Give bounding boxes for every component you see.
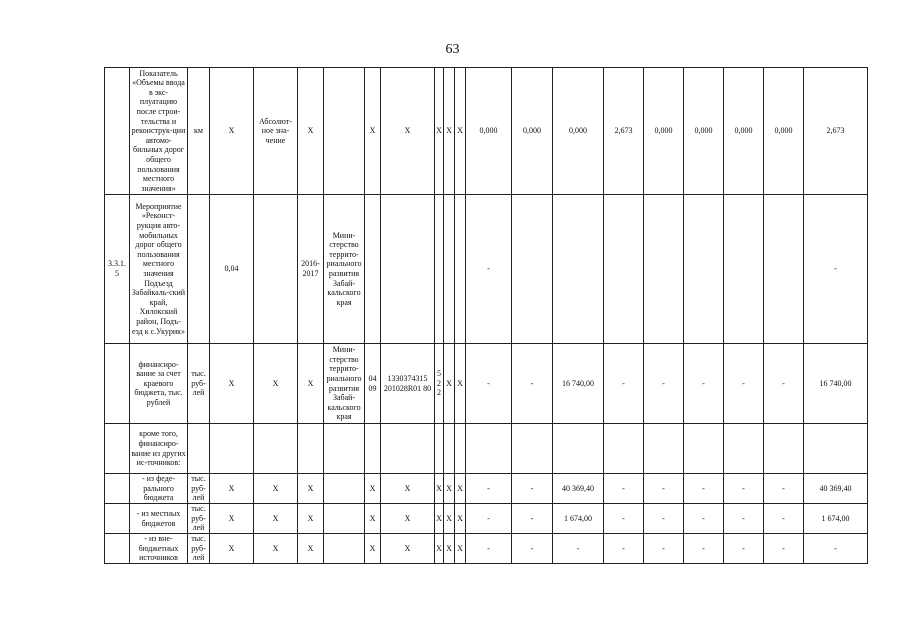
cell-row-0-col-4: Абсолют-ное зна-чение — [254, 68, 298, 195]
cell-row-1-col-7 — [365, 195, 381, 344]
cell-row-5-col-14: 1 674,00 — [553, 504, 604, 534]
cell-row-2-col-2: тыс. руб-лей — [188, 344, 210, 424]
table-row-local-budgets — [105, 504, 868, 534]
cell-row-6-col-1: - из вне-бюджетных источников — [130, 534, 188, 564]
cell-row-4-col-2: тыс. руб-лей — [188, 474, 210, 504]
cell-row-4-col-4: X — [254, 474, 298, 504]
cell-row-6-col-0 — [105, 534, 130, 564]
cell-row-1-col-2 — [188, 195, 210, 344]
cell-row-5-col-10: X — [444, 504, 455, 534]
cell-row-4-col-9: X — [435, 474, 444, 504]
cell-row-3-col-5 — [298, 424, 324, 474]
cell-row-2-col-13: - — [512, 344, 553, 424]
cell-row-4-col-10: X — [444, 474, 455, 504]
cell-row-3-col-9 — [435, 424, 444, 474]
cell-row-4-col-0 — [105, 474, 130, 504]
cell-row-0-col-13: 0,000 — [512, 68, 553, 195]
cell-row-6-col-12: - — [466, 534, 512, 564]
cell-row-5-col-13: - — [512, 504, 553, 534]
cell-row-5-col-9: X — [435, 504, 444, 534]
cell-row-6-col-10: X — [444, 534, 455, 564]
cell-row-0-col-18: 0,000 — [724, 68, 764, 195]
cell-row-2-col-19: - — [764, 344, 804, 424]
cell-row-3-col-4 — [254, 424, 298, 474]
cell-row-1-col-16 — [644, 195, 684, 344]
cell-row-6-col-8: X — [381, 534, 435, 564]
cell-row-6-col-2: тыс. руб-лей — [188, 534, 210, 564]
cell-row-1-col-5: 2016-2017 — [298, 195, 324, 344]
cell-row-1-col-9 — [435, 195, 444, 344]
cell-row-5-col-3: X — [210, 504, 254, 534]
cell-row-0-col-9: X — [435, 68, 444, 195]
cell-row-4-col-14: 40 369,40 — [553, 474, 604, 504]
cell-row-0-col-12: 0,000 — [466, 68, 512, 195]
cell-row-3-col-2 — [188, 424, 210, 474]
cell-row-3-col-8 — [381, 424, 435, 474]
cell-row-0-col-2: км — [188, 68, 210, 195]
cell-row-4-col-18: - — [724, 474, 764, 504]
cell-row-3-col-16 — [644, 424, 684, 474]
cell-row-1-col-14 — [553, 195, 604, 344]
cell-row-3-col-12 — [466, 424, 512, 474]
cell-row-4-col-12: - — [466, 474, 512, 504]
cell-row-3-col-3 — [210, 424, 254, 474]
cell-row-5-col-7: X — [365, 504, 381, 534]
cell-row-5-col-18: - — [724, 504, 764, 534]
cell-row-4-col-15: - — [604, 474, 644, 504]
cell-row-6-col-5: X — [298, 534, 324, 564]
cell-row-6-col-20: - — [804, 534, 868, 564]
cell-row-1-col-19 — [764, 195, 804, 344]
cell-row-5-col-8: X — [381, 504, 435, 534]
cell-row-5-col-17: - — [684, 504, 724, 534]
cell-row-5-col-2: тыс. руб-лей — [188, 504, 210, 534]
cell-row-1-col-15 — [604, 195, 644, 344]
cell-row-4-col-1: - из феде-рального бюджета — [130, 474, 188, 504]
cell-row-1-col-11 — [455, 195, 466, 344]
table-row-indicator-vvod — [105, 68, 868, 195]
cell-row-0-col-1: Показатель «Объемы ввода в экс-плуатацию после строи-тельства и реконструк-ции автомо-бильных дорог общего пользования местного значения» — [130, 68, 188, 195]
cell-row-2-col-5: X — [298, 344, 324, 424]
cell-row-6-col-11: X — [455, 534, 466, 564]
cell-row-1-col-0: 3.3.1. 5 — [105, 195, 130, 344]
cell-row-6-col-3: X — [210, 534, 254, 564]
cell-row-5-col-6 — [324, 504, 365, 534]
cell-row-1-col-8 — [381, 195, 435, 344]
cell-row-6-col-15: - — [604, 534, 644, 564]
table-row-also-other-sources — [105, 424, 868, 474]
cell-row-2-col-1: финансиро-вание за счет краевого бюджета, тыс. рублей — [130, 344, 188, 424]
cell-row-2-col-9: 5 2 2 — [435, 344, 444, 424]
cell-row-4-col-6 — [324, 474, 365, 504]
page-number: 63 — [445, 42, 460, 57]
cell-row-2-col-16: - — [644, 344, 684, 424]
cell-row-2-col-20: 16 740,00 — [804, 344, 868, 424]
cell-row-5-col-15: - — [604, 504, 644, 534]
table-row-extra-budgetary — [105, 534, 868, 564]
cell-row-0-col-19: 0,000 — [764, 68, 804, 195]
cell-row-2-col-15: - — [604, 344, 644, 424]
cell-row-4-col-17: - — [684, 474, 724, 504]
cell-row-3-col-11 — [455, 424, 466, 474]
cell-row-6-col-16: - — [644, 534, 684, 564]
cell-row-1-col-18 — [724, 195, 764, 344]
cell-row-6-col-9: X — [435, 534, 444, 564]
cell-row-3-col-14 — [553, 424, 604, 474]
cell-row-0-col-11: X — [455, 68, 466, 195]
cell-row-4-col-5: X — [298, 474, 324, 504]
cell-row-2-col-8: 1330374315 201028R01 80 — [381, 344, 435, 424]
cell-row-6-col-14: - — [553, 534, 604, 564]
cell-row-2-col-17: - — [684, 344, 724, 424]
cell-row-3-col-20 — [804, 424, 868, 474]
cell-row-1-col-3: 0,04 — [210, 195, 254, 344]
cell-row-0-col-3: X — [210, 68, 254, 195]
cell-row-5-col-12: - — [466, 504, 512, 534]
cell-row-6-col-17: - — [684, 534, 724, 564]
cell-row-0-col-15: 2,673 — [604, 68, 644, 195]
cell-row-3-col-18 — [724, 424, 764, 474]
cell-row-2-col-4: X — [254, 344, 298, 424]
cell-row-4-col-11: X — [455, 474, 466, 504]
cell-row-2-col-12: - — [466, 344, 512, 424]
cell-row-4-col-7: X — [365, 474, 381, 504]
cell-row-4-col-13: - — [512, 474, 553, 504]
cell-row-1-col-1: Мероприятие «Реконст-рукция авто-мобильных дорог общего пользования местного значения Подъезд Забайкаль-ский край, Хилокский район, Подъ-езд к с.Укурик» — [130, 195, 188, 344]
cell-row-6-col-6 — [324, 534, 365, 564]
cell-row-5-col-0 — [105, 504, 130, 534]
cell-row-6-col-18: - — [724, 534, 764, 564]
cell-row-3-col-17 — [684, 424, 724, 474]
cell-row-3-col-7 — [365, 424, 381, 474]
cell-row-6-col-4: X — [254, 534, 298, 564]
cell-row-2-col-7: 04 09 — [365, 344, 381, 424]
cell-row-3-col-1: кроме того, финансиро-вание из других ис-точников: — [130, 424, 188, 474]
cell-row-4-col-20: 40 369,40 — [804, 474, 868, 504]
cell-row-3-col-15 — [604, 424, 644, 474]
cell-row-5-col-19: - — [764, 504, 804, 534]
table-row-measure-reconstruction — [105, 195, 868, 344]
cell-row-1-col-20: - — [804, 195, 868, 344]
cell-row-0-col-16: 0,000 — [644, 68, 684, 195]
document-table — [104, 67, 867, 564]
cell-row-1-col-13 — [512, 195, 553, 344]
cell-row-1-col-6: Мини-стерство террито-риального развития Забай-кальского края — [324, 195, 365, 344]
cell-row-3-col-6 — [324, 424, 365, 474]
cell-row-5-col-11: X — [455, 504, 466, 534]
cell-row-3-col-19 — [764, 424, 804, 474]
cell-row-4-col-3: X — [210, 474, 254, 504]
cell-row-4-col-16: - — [644, 474, 684, 504]
cell-row-2-col-11: X — [455, 344, 466, 424]
cell-row-2-col-10: X — [444, 344, 455, 424]
cell-row-0-col-8: X — [381, 68, 435, 195]
cell-row-3-col-13 — [512, 424, 553, 474]
cell-row-4-col-19: - — [764, 474, 804, 504]
cell-row-3-col-10 — [444, 424, 455, 474]
cell-row-1-col-17 — [684, 195, 724, 344]
cell-row-2-col-0 — [105, 344, 130, 424]
cell-row-3-col-0 — [105, 424, 130, 474]
cell-row-6-col-7: X — [365, 534, 381, 564]
cell-row-0-col-17: 0,000 — [684, 68, 724, 195]
cell-row-2-col-18: - — [724, 344, 764, 424]
cell-row-5-col-5: X — [298, 504, 324, 534]
cell-row-0-col-14: 0,000 — [553, 68, 604, 195]
cell-row-2-col-14: 16 740,00 — [553, 344, 604, 424]
cell-row-5-col-1: - из местных бюджетов — [130, 504, 188, 534]
cell-row-0-col-10: X — [444, 68, 455, 195]
cell-row-1-col-4 — [254, 195, 298, 344]
cell-row-2-col-6: Мини-стерство террито-риального развития Забай-кальского края — [324, 344, 365, 424]
cell-row-0-col-0 — [105, 68, 130, 195]
cell-row-6-col-19: - — [764, 534, 804, 564]
cell-row-0-col-6 — [324, 68, 365, 195]
table-row-funding-regional — [105, 344, 868, 424]
cell-row-5-col-4: X — [254, 504, 298, 534]
table-row-federal-budget — [105, 474, 868, 504]
cell-row-6-col-13: - — [512, 534, 553, 564]
cell-row-4-col-8: X — [381, 474, 435, 504]
cell-row-5-col-20: 1 674,00 — [804, 504, 868, 534]
cell-row-2-col-3: X — [210, 344, 254, 424]
cell-row-5-col-16: - — [644, 504, 684, 534]
cell-row-1-col-12: - — [466, 195, 512, 344]
cell-row-0-col-7: X — [365, 68, 381, 195]
cell-row-0-col-20: 2,673 — [804, 68, 868, 195]
cell-row-0-col-5: X — [298, 68, 324, 195]
cell-row-1-col-10 — [444, 195, 455, 344]
